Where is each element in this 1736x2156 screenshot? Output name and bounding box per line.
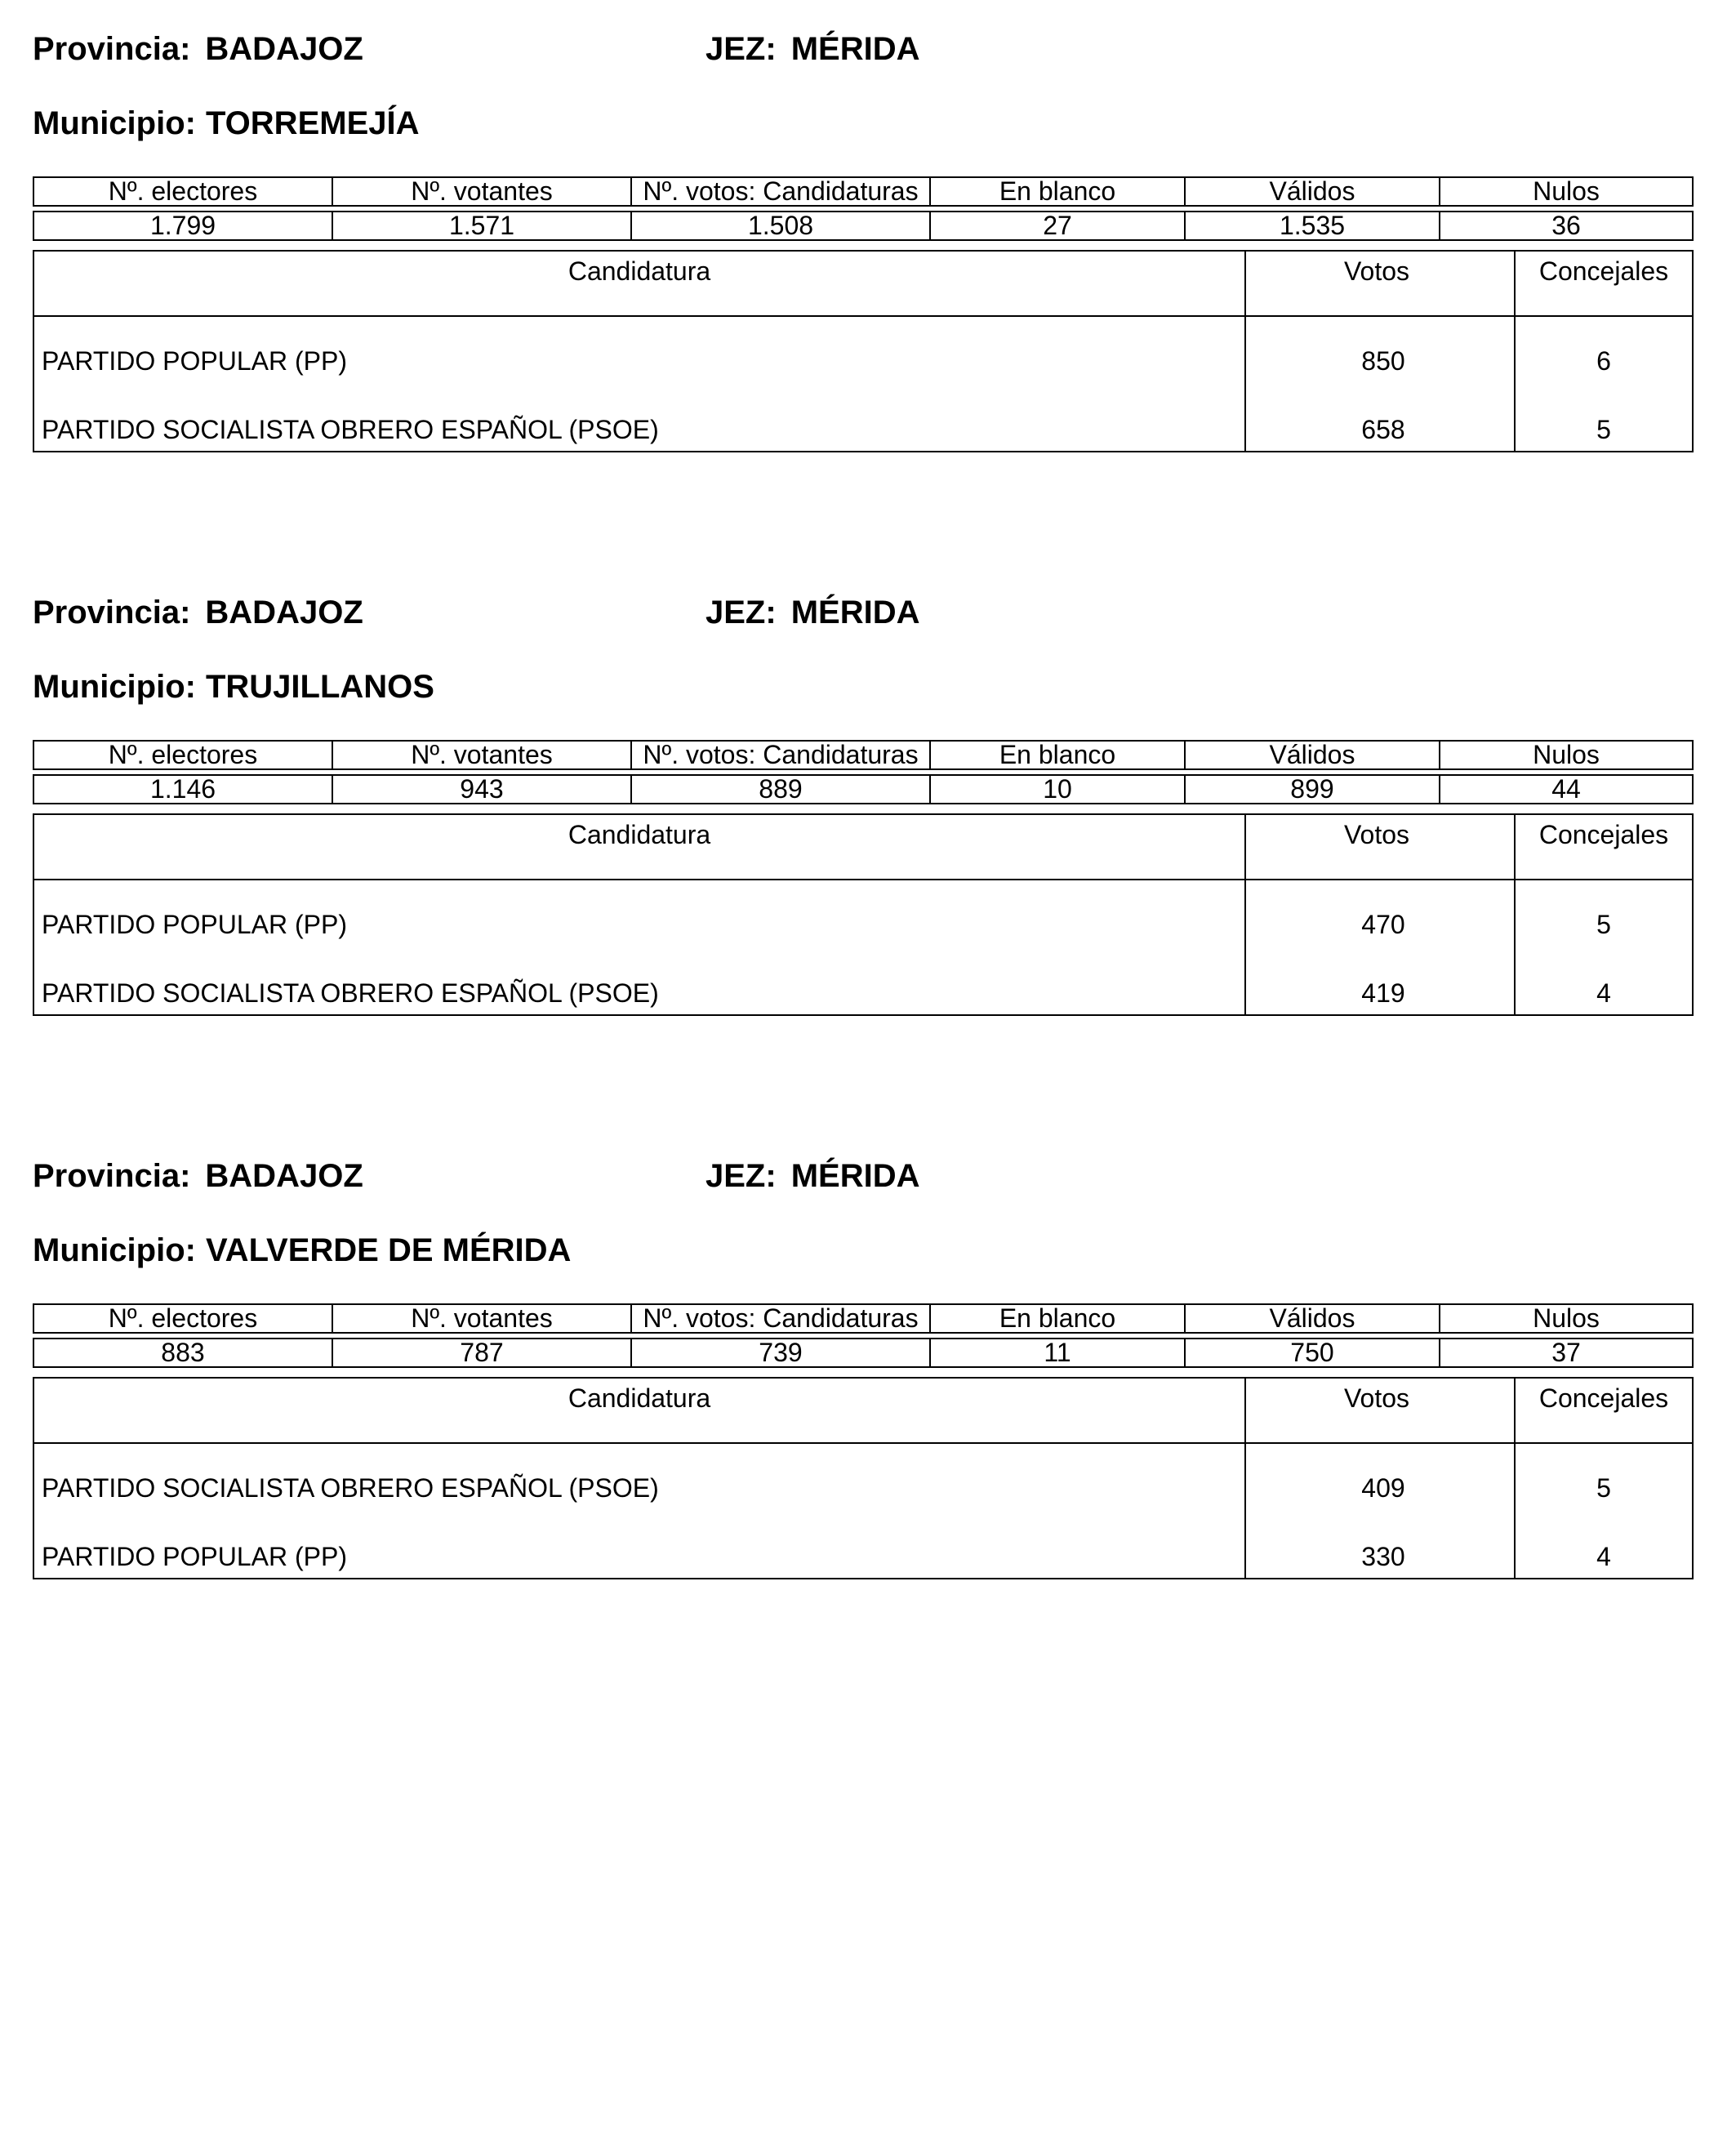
candidate-row — [34, 1470, 1692, 1506]
stats-value-row — [33, 211, 1694, 241]
concejales-header: Concejales — [1538, 256, 1669, 286]
candidate-seats: 5 — [1596, 415, 1611, 444]
provincia-value: BADAJOZ — [205, 31, 363, 67]
municipio-value: VALVERDE DE MÉRIDA — [205, 1232, 572, 1268]
candidate-row — [34, 412, 1692, 448]
municipio-value: TRUJILLANOS — [205, 669, 434, 705]
concejales-header: Concejales — [1538, 820, 1669, 849]
jez-label: JEZ: — [706, 595, 777, 630]
stats-header-votos-candidaturas: Nº. votos: Candidaturas — [632, 742, 931, 768]
jez-line — [706, 1156, 919, 1196]
municipio-label: Municipio: — [33, 105, 196, 141]
stats-table — [33, 176, 1694, 241]
candidates-table — [33, 250, 1694, 452]
stats-header-validos: Válidos — [1186, 1305, 1440, 1332]
provincia-label: Provincia: — [33, 31, 191, 67]
candidate-seats: 5 — [1596, 910, 1611, 939]
candidatura-header: Candidatura — [568, 256, 711, 286]
stats-header-nulos: Nulos — [1533, 178, 1600, 205]
provincia-value: BADAJOZ — [205, 595, 363, 630]
stats-header-row — [33, 176, 1694, 207]
stats-value-en-blanco: 10 — [931, 776, 1186, 803]
stats-header-votantes: Nº. votantes — [333, 178, 632, 205]
stats-value-votantes: 943 — [333, 776, 632, 803]
stats-header-electores: Nº. electores — [34, 178, 333, 205]
candidates-table — [33, 1377, 1694, 1579]
candidate-name: PARTIDO POPULAR (PP) — [42, 910, 347, 939]
municipio-line — [33, 104, 420, 143]
provincia-line — [33, 29, 363, 69]
stats-header-votantes: Nº. votantes — [333, 1305, 632, 1332]
stats-header-en-blanco: En blanco — [931, 1305, 1186, 1332]
concejales-header: Concejales — [1538, 1383, 1669, 1413]
stats-value-electores: 1.799 — [34, 212, 333, 239]
stats-value-votos-candidaturas: 889 — [632, 776, 931, 803]
candidatura-header: Candidatura — [568, 1383, 711, 1413]
provincia-line — [33, 593, 363, 632]
candidate-votes: 330 — [1361, 1542, 1405, 1571]
stats-value-nulos: 44 — [1551, 776, 1581, 803]
candidate-row — [34, 975, 1692, 1011]
municipality-block-3 — [33, 1127, 1694, 1699]
stats-header-validos: Válidos — [1186, 178, 1440, 205]
municipio-line — [33, 667, 434, 706]
stats-header-row — [33, 740, 1694, 770]
candidate-votes: 419 — [1361, 978, 1405, 1008]
municipality-block-2 — [33, 564, 1694, 1135]
stats-value-votantes: 787 — [333, 1339, 632, 1366]
municipality-block-1 — [33, 0, 1694, 572]
jez-value: MÉRIDA — [790, 595, 920, 630]
stats-value-row — [33, 1338, 1694, 1368]
jez-line — [706, 29, 919, 69]
stats-header-row — [33, 1303, 1694, 1334]
candidate-name: PARTIDO POPULAR (PP) — [42, 346, 347, 376]
candidate-name: PARTIDO SOCIALISTA OBRERO ESPAÑOL (PSOE) — [42, 1473, 659, 1503]
stats-value-en-blanco: 11 — [931, 1339, 1186, 1366]
votos-header: Votos — [1343, 1383, 1410, 1413]
stats-header-electores: Nº. electores — [34, 1305, 333, 1332]
candidate-seats: 4 — [1596, 978, 1611, 1008]
jez-label: JEZ: — [706, 1158, 777, 1194]
candidate-seats: 5 — [1596, 1473, 1611, 1503]
jez-value: MÉRIDA — [790, 31, 920, 67]
candidate-seats: 4 — [1596, 1542, 1611, 1571]
candidate-row — [34, 1539, 1692, 1575]
stats-value-en-blanco: 27 — [931, 212, 1186, 239]
stats-value-votos-candidaturas: 1.508 — [632, 212, 931, 239]
stats-header-en-blanco: En blanco — [931, 178, 1186, 205]
stats-value-row — [33, 774, 1694, 804]
stats-header-nulos: Nulos — [1533, 1305, 1600, 1332]
jez-line — [706, 593, 919, 632]
provincia-label: Provincia: — [33, 595, 191, 630]
stats-header-votantes: Nº. votantes — [333, 742, 632, 768]
stats-value-votantes: 1.571 — [333, 212, 632, 239]
stats-header-votos-candidaturas: Nº. votos: Candidaturas — [632, 1305, 931, 1332]
stats-value-votos-candidaturas: 739 — [632, 1339, 931, 1366]
stats-table — [33, 1303, 1694, 1368]
jez-label: JEZ: — [706, 31, 777, 67]
municipio-line — [33, 1231, 571, 1270]
candidate-name: PARTIDO SOCIALISTA OBRERO ESPAÑOL (PSOE) — [42, 415, 659, 444]
candidate-votes: 409 — [1361, 1473, 1405, 1503]
candidatura-header: Candidatura — [568, 820, 711, 849]
stats-header-votos-candidaturas: Nº. votos: Candidaturas — [632, 178, 931, 205]
stats-value-validos: 1.535 — [1186, 212, 1440, 239]
candidate-row — [34, 343, 1692, 379]
municipio-value: TORREMEJÍA — [205, 105, 420, 141]
provincia-label: Provincia: — [33, 1158, 191, 1194]
jez-value: MÉRIDA — [790, 1158, 920, 1194]
candidates-table — [33, 813, 1694, 1016]
stats-table — [33, 740, 1694, 804]
candidate-votes: 658 — [1361, 415, 1405, 444]
candidate-seats: 6 — [1596, 346, 1611, 376]
candidate-name: PARTIDO POPULAR (PP) — [42, 1542, 347, 1571]
votos-header: Votos — [1343, 256, 1410, 286]
municipio-label: Municipio: — [33, 1232, 196, 1268]
stats-value-nulos: 36 — [1551, 212, 1581, 239]
votos-header: Votos — [1343, 820, 1410, 849]
stats-value-validos: 899 — [1186, 776, 1440, 803]
stats-value-validos: 750 — [1186, 1339, 1440, 1366]
candidate-votes: 850 — [1361, 346, 1405, 376]
provincia-line — [33, 1156, 363, 1196]
candidate-name: PARTIDO SOCIALISTA OBRERO ESPAÑOL (PSOE) — [42, 978, 659, 1008]
candidate-row — [34, 906, 1692, 942]
stats-header-en-blanco: En blanco — [931, 742, 1186, 768]
stats-header-electores: Nº. electores — [34, 742, 333, 768]
stats-header-nulos: Nulos — [1533, 742, 1600, 768]
stats-value-electores: 1.146 — [34, 776, 333, 803]
stats-value-electores: 883 — [34, 1339, 333, 1366]
stats-value-nulos: 37 — [1551, 1339, 1581, 1366]
provincia-value: BADAJOZ — [205, 1158, 363, 1194]
candidate-votes: 470 — [1361, 910, 1405, 939]
municipio-label: Municipio: — [33, 669, 196, 705]
stats-header-validos: Válidos — [1186, 742, 1440, 768]
